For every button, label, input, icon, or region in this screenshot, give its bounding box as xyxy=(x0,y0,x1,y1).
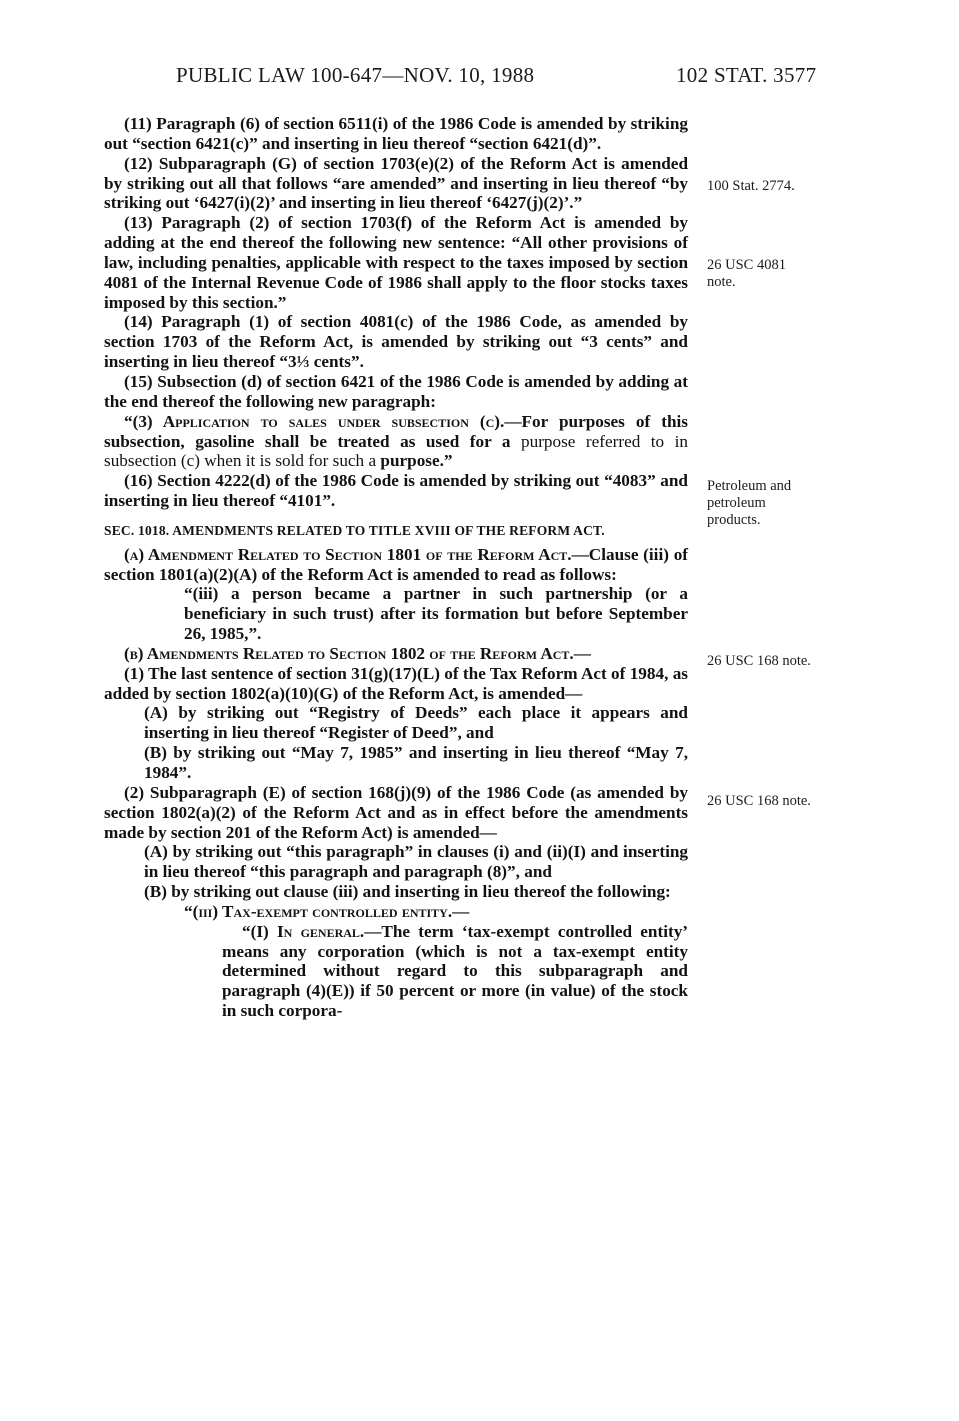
paragraph-b1-B: (B) by striking out “May 7, 1985” and inserting in lieu thereof “May 7, 1984”. xyxy=(144,743,688,782)
margin-note-line: petroleum xyxy=(707,495,766,511)
margin-note-line: Petroleum and xyxy=(707,478,792,494)
main-text xyxy=(104,114,688,1021)
paragraph-12: (12) Subparagraph (G) of section 1703(e)(2) of the Reform Act is amended by striking out all that follows “are amended” and inserting in lieu thereof “by striking out ‘6427(i)(2)’ and inserting in lieu thereof ‘6427(j)(2)’.” xyxy=(104,153,688,213)
paragraph-b2: (2) Subparagraph (E) of section 168(j)(9) of the 1986 Code (as amended by section 1802(a)(2) of the Reform Act and as in effect before the amendments made by section 201 of the Reform Act) is amended— xyxy=(104,782,688,842)
clause-iii-title: “(iii) Tax-exempt controlled entity. xyxy=(184,901,453,921)
paragraph-15-quote xyxy=(104,412,688,472)
quote-text-c: purpose.” xyxy=(380,451,453,471)
subsection-a-text: —Clause (iii) of section 1801(a)(2)(A) of the Reform Act is amended to read as follows: xyxy=(104,544,689,584)
paragraph-b1-A: (A) by striking out “Registry of Deeds” each place it appears and inserting in lieu thereof “Register of Deed”, and xyxy=(144,703,688,743)
margin-note-line: 26 USC 4081 xyxy=(707,257,786,273)
quote-heading: “(3) Application to sales under subsection (c). xyxy=(124,411,505,431)
margin-note-26-usc-168-a: 26 USC 168 note. xyxy=(707,653,811,669)
margin-note-line: products. xyxy=(707,512,761,528)
subclause-I xyxy=(104,922,688,1021)
subsection-b-heading: (b) Amendments Related to Section 1802 of the Reform Act. xyxy=(124,643,574,663)
running-header-title: PUBLIC LAW 100-647—NOV. 10, 1988 xyxy=(176,63,535,87)
section-heading: SEC. 1018. AMENDMENTS RELATED TO TITLE XVIII OF THE REFORM ACT. xyxy=(104,522,605,538)
paragraph-b1: (1) The last sentence of section 31(g)(17)(L) of the Tax Reform Act of 1984, as added by section 1802(a)(10)(G) of the Reform Act, is amended— xyxy=(104,663,688,703)
margin-note-100-stat: 100 Stat. 2774. xyxy=(707,178,795,194)
paragraph-11: (11) Paragraph (6) of section 6511(i) of the 1986 Code is amended by striking out “section 6421(c)” and inserting in lieu thereof “section 6421(d)”. xyxy=(104,114,688,153)
margin-note-line: note. xyxy=(707,274,736,290)
quote-text-a: —For purposes of this subsection, gasoline shall be treated as used for a xyxy=(104,411,688,451)
subsection-a-quote: “(iii) a person became a partner in such partnership (or a beneficiary in such trust) after its formation but before September 26, 1985,”. xyxy=(184,584,688,644)
quote-text-b: purpose referred to in subsection (c) when it is sold for such a xyxy=(104,431,689,471)
paragraph-14: (14) Paragraph (1) of section 4081(c) of the 1986 Code, as amended by section 1703 of the Reform Act, is amended by striking out “3 cents” and inserting in lieu thereof “3⅓ cents”. xyxy=(104,312,688,372)
subsection-a xyxy=(104,545,688,585)
clause-iii-heading xyxy=(104,902,688,922)
subsection-a-heading: (a) Amendment Related to Section 1801 of the Reform Act. xyxy=(124,544,572,564)
paragraph-16: (16) Section 4222(d) of the 1986 Code is amended by striking out “4083” and inserting in lieu thereof “4101”. xyxy=(104,471,688,511)
paragraph-15: (15) Subsection (d) of section 6421 of the 1986 Code is amended by adding at the end thereof the following new paragraph: xyxy=(104,371,688,411)
subsection-b-dash: — xyxy=(573,643,591,663)
margin-note-26-usc-168-b: 26 USC 168 note. xyxy=(707,793,811,809)
paragraph-13: (13) Paragraph (2) of section 1703(f) of the Reform Act is amended by adding at the end thereof the following new sentence: “All other provisions of law, including penalties, applicable with respect to the taxes imposed by section 4081 of the Internal Revenue Code of 1986 shall apply to the floor stocks taxes imposed by this section.” xyxy=(104,213,688,312)
subclause-I-heading: “(I) In general. xyxy=(242,921,365,941)
paragraph-b2-B: (B) by striking out clause (iii) and inserting in lieu thereof the following: xyxy=(144,882,671,902)
paragraph-b2-A: (A) by striking out “this paragraph” in clauses (i) and (ii)(I) and inserting in lieu thereof “this paragraph and paragraph (8)”, and xyxy=(144,842,688,882)
subclause-I-text: —The term ‘tax-exempt controlled entity’ means any corporation (which is not a tax-exempt entity determined without regard to this subparagraph and paragraph (4)(E)) if 50 percent or more (in value) of the stock in such corpora- xyxy=(222,921,689,1021)
subsection-b xyxy=(104,644,688,664)
running-header-page: 102 STAT. 3577 xyxy=(676,63,817,87)
clause-iii-dash: — xyxy=(452,901,470,921)
margin-note-petroleum xyxy=(707,478,791,529)
margin-note-26-usc-4081 xyxy=(707,257,786,291)
